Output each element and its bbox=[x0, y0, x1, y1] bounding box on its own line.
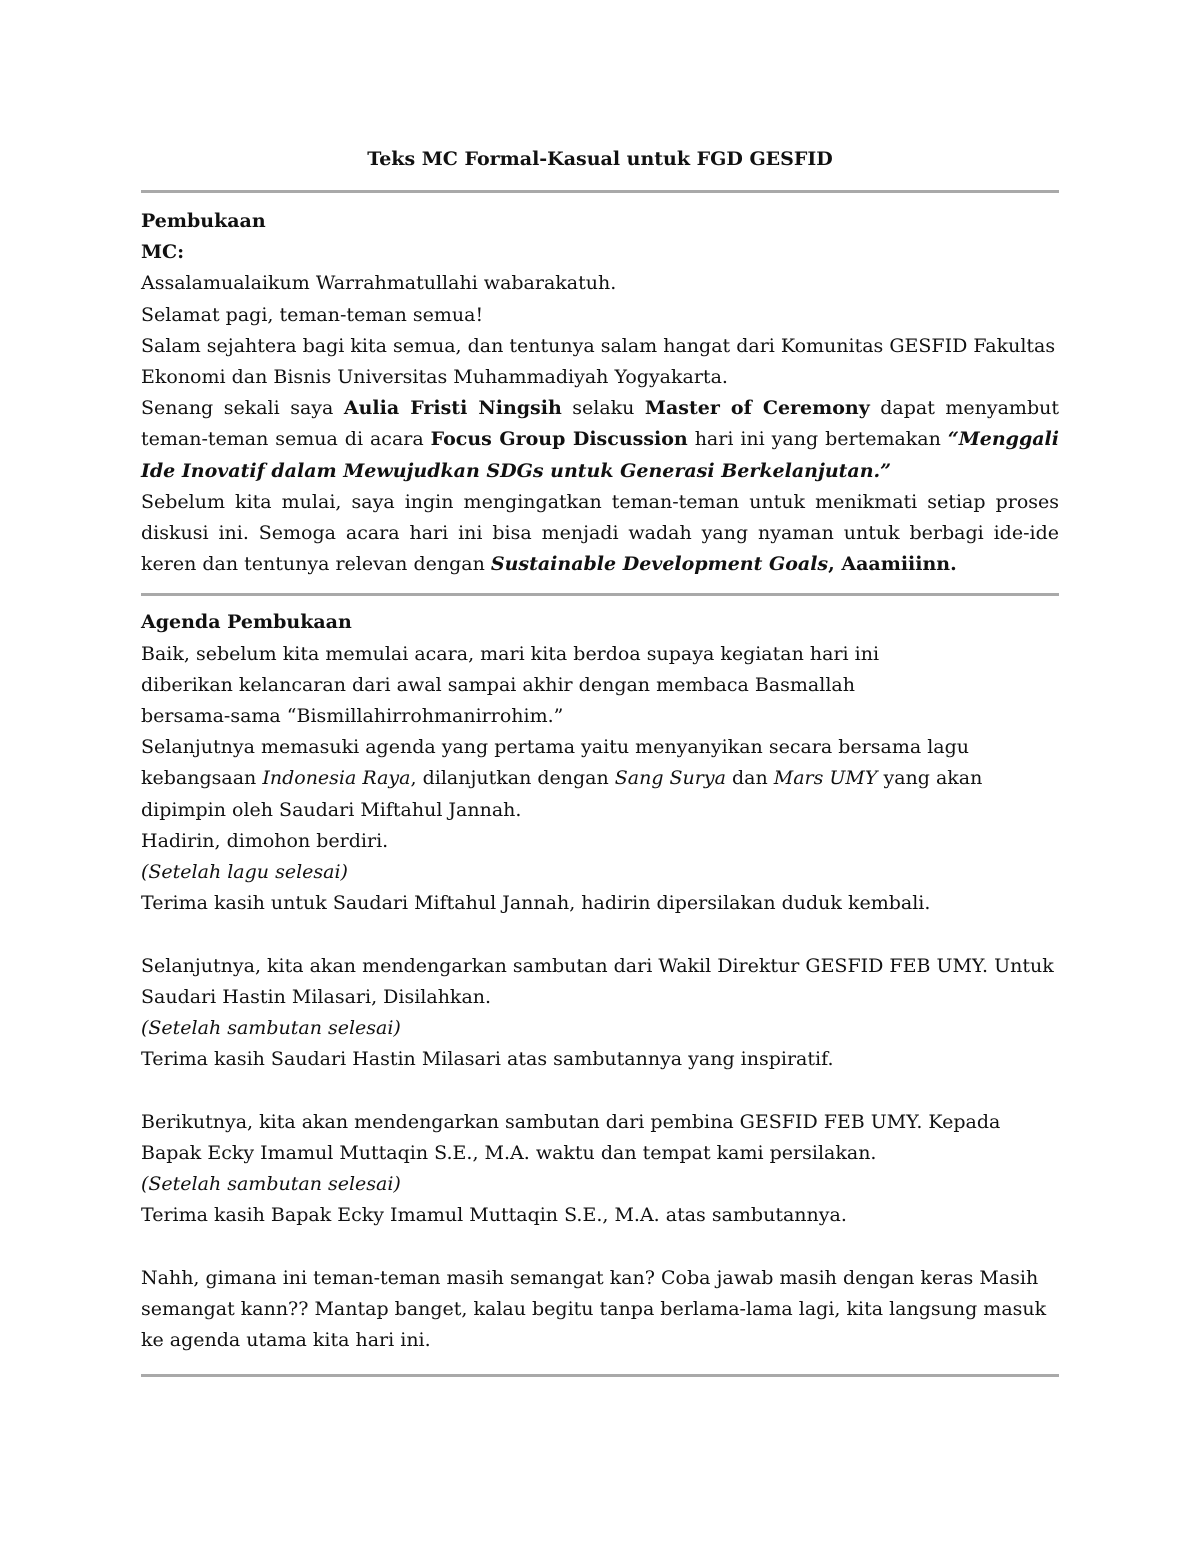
song-title: Mars UMY bbox=[773, 767, 878, 790]
stage-direction: (Setelah sambutan selesai) bbox=[141, 1017, 401, 1040]
thanks-line: Terima kasih Bapak Ecky Imamul Muttaqin S.E., M.A. atas sambutannya. bbox=[141, 1204, 847, 1227]
anthem-text: Selanjutnya memasuki agenda yang pertama yaitu menyanyikan secara bersama lagu kebangsaan bbox=[141, 736, 970, 790]
anthem-text: , dilanjutkan dengan bbox=[410, 767, 615, 790]
welcome-paragraph: Salam sejahtera bagi kita semua, dan tentunya salam hangat dari Komunitas GESFID Fakultas Ekonomi dan Bisnis Universitas Muhammadiyah Yogyakarta. bbox=[141, 334, 1056, 389]
song-title: Sang Surya bbox=[614, 767, 726, 790]
thanks-line: Terima kasih untuk Saudari Miftahul Jannah, hadirin dipersilakan duduk kembali. bbox=[141, 892, 931, 915]
anthem-paragraph bbox=[141, 732, 1041, 826]
speech-introduction: Berikutnya, kita akan mendengarkan sambutan dari pembina GESFID FEB UMY. Kepada Bapak Ecky Imamul Muttaqin S.E., M.A. waktu dan tempat kami persilakan. bbox=[141, 1110, 1001, 1164]
agenda-heading: Agenda Pembukaan bbox=[141, 611, 352, 634]
intro-text: dapat menyambut teman-teman semua di acara bbox=[141, 397, 1059, 451]
speech-introduction: Selanjutnya, kita akan mendengarkan sambutan dari Wakil Direktur GESFID FEB UMY. Untuk Saudari Hastin Milasari, Disilahkan. bbox=[141, 954, 1054, 1008]
agenda-section bbox=[141, 607, 1059, 1356]
anthem-text: yang akan dipimpin oleh Saudari Miftahul Jannah. bbox=[141, 767, 983, 821]
section-divider bbox=[141, 1374, 1059, 1377]
reminder-paragraph bbox=[141, 487, 1059, 581]
intro-paragraph bbox=[141, 393, 1059, 487]
document-title: Teks MC Formal-Kasual untuk FGD GESFID bbox=[367, 148, 833, 170]
stage-direction: (Setelah lagu selesai) bbox=[141, 861, 348, 884]
good-morning-line: Selamat pagi, teman-teman semua! bbox=[141, 303, 484, 326]
event-name: Focus Group Discussion bbox=[430, 428, 688, 451]
opening-section bbox=[141, 206, 1059, 580]
anthem-text: dan bbox=[725, 767, 774, 790]
intro-text: selaku bbox=[561, 397, 645, 420]
prayer-paragraph: Baik, sebelum kita memulai acara, mari kita berdoa supaya kegiatan hari ini diberikan kelancaran dari awal sampai akhir dengan membaca Basmallah bersama-sama “Bismillahirrohmanirrohim.” bbox=[141, 642, 880, 728]
document-page bbox=[141, 140, 1059, 1377]
reminder-text: Sebelum kita mulai, saya ingin mengingatkan teman-teman untuk menikmati setiap proses diskusi ini. Semoga acara hari ini bisa menjadi wadah yang nyaman untuk berbagi ide-ide keren dan tentunya relevan dengan bbox=[141, 490, 1059, 576]
thanks-line: Terima kasih Saudari Hastin Milasari atas sambutannya yang inspiratif. bbox=[141, 1048, 834, 1071]
sdg-term: Sustainable Development Goals bbox=[490, 553, 829, 576]
mc-role: Master of Ceremony bbox=[644, 397, 870, 420]
opening-heading: Pembukaan bbox=[141, 210, 266, 232]
event-theme: “Menggali Ide Inovatif dalam Mewujudkan SDGs untuk Generasi Berkelanjutan.” bbox=[141, 428, 1059, 482]
mc-name: Aulia Fristi Ningsih bbox=[343, 397, 562, 420]
greeting-line: Assalamualaikum Warrahmatullahi wabarakatuh. bbox=[141, 272, 617, 295]
intro-text: Senang sekali saya bbox=[141, 397, 344, 420]
song-title: Indonesia Raya bbox=[262, 767, 411, 790]
stage-direction: (Setelah sambutan selesai) bbox=[141, 1173, 401, 1196]
transition-paragraph: Nahh, gimana ini teman-teman masih semangat kan? Coba jawab masih dengan keras Masih semangat kann?? Mantap banget, kalau begitu tanpa berlama-lama lagi, kita langsung masuk ke agenda utama kita hari ini. bbox=[141, 1266, 1047, 1352]
intro-text: hari ini yang bertemakan bbox=[687, 428, 948, 451]
speaker-label: MC: bbox=[141, 241, 185, 264]
amen-text: , Aaamiiinn. bbox=[828, 553, 957, 576]
stand-instruction: Hadirin, dimohon berdiri. bbox=[141, 829, 389, 852]
